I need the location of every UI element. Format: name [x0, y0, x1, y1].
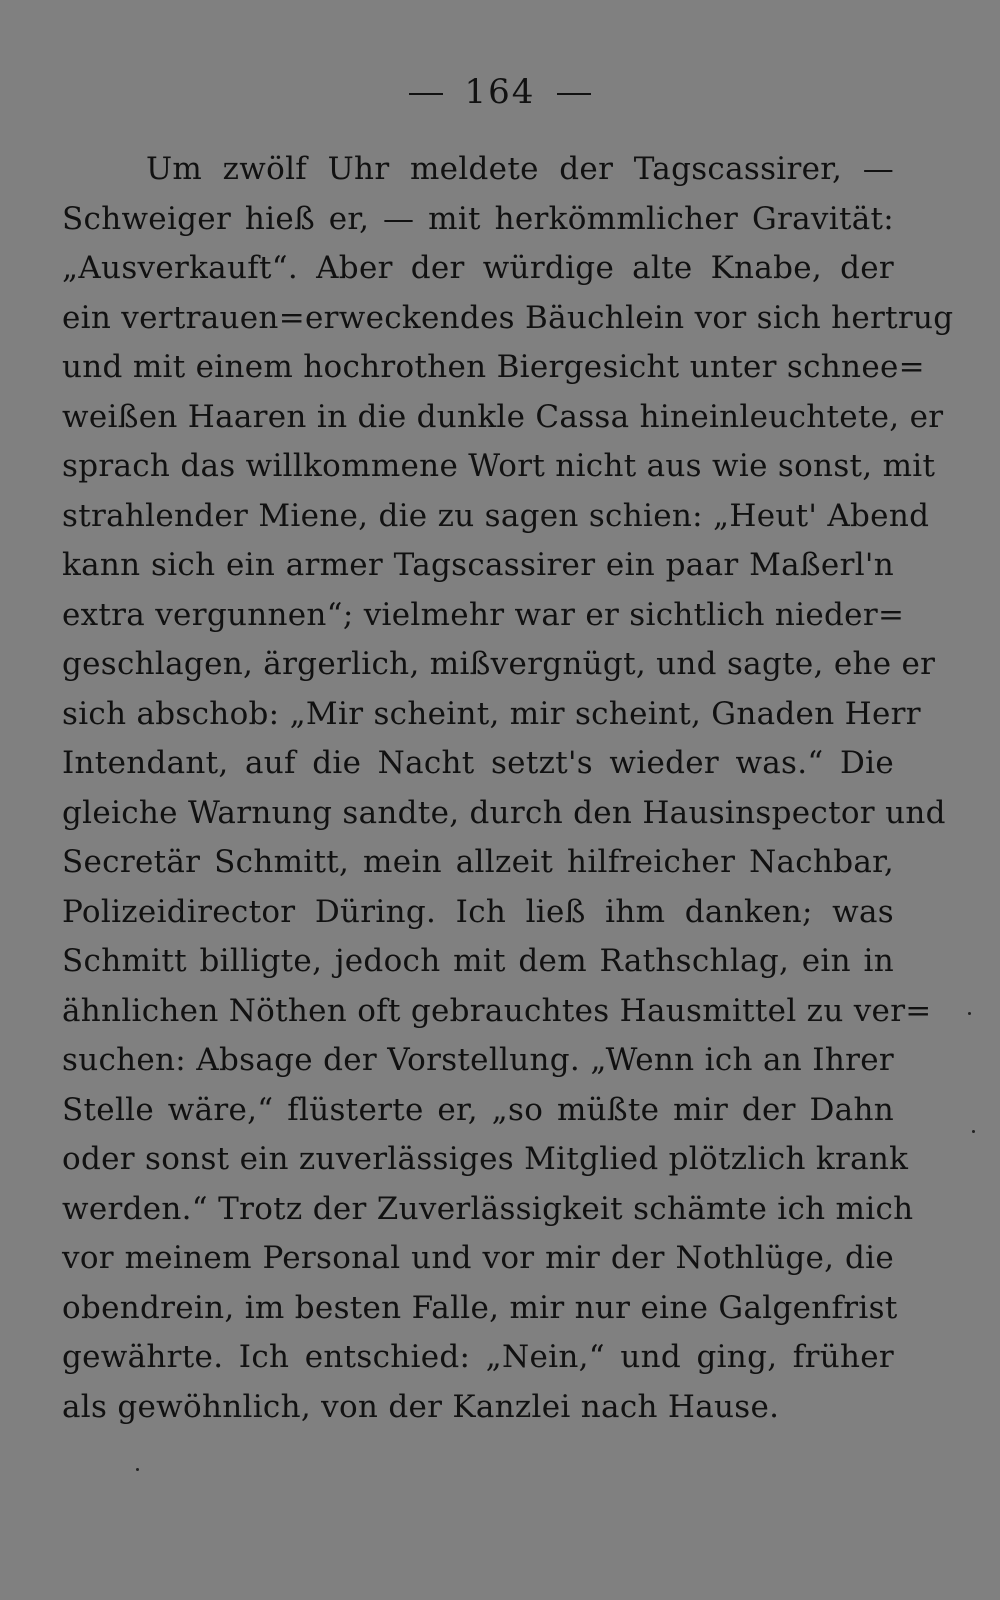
text-line: Schmitt billigte, jedoch mit dem Rathschlag, ein in — [62, 943, 894, 979]
text-line: Intendant, auf die Nacht setzt's wieder was.“ Die — [62, 745, 894, 781]
text-line: Um zwölf Uhr meldete der Tagscassirer, — — [146, 151, 894, 187]
text-line: geschlagen, ärgerlich, mißvergnügt, und sagte, ehe er — [62, 646, 936, 682]
text-line: Polizeidirector Düring. Ich ließ ihm danken; was — [62, 893, 894, 930]
scan-speck — [136, 1468, 139, 1471]
text-line: und mit einem hochrothen Biergesicht unter schnee= — [62, 349, 925, 385]
text-line: Secretär Schmitt, mein allzeit hilfreicher Nachbar, — [62, 844, 894, 880]
text-line: sich abschob: „Mir scheint, mir scheint, Gnaden Herr — [62, 695, 921, 732]
header-dash-left — [409, 93, 443, 95]
page-header — [0, 72, 1000, 112]
page-number: 164 — [464, 72, 536, 112]
text-line: als gewöhnlich, von der Kanzlei nach Hause. — [62, 1388, 780, 1425]
text-line: ein vertrauen=erweckendes Bäuchlein vor sich hertrug — [62, 299, 954, 336]
text-line: ähnlichen Nöthen oft gebrauchtes Hausmittel zu ver= — [62, 992, 932, 1029]
text-line: weißen Haaren in die dunkle Cassa hineinleuchtete, er — [62, 398, 944, 435]
text-line: extra vergunnen“; vielmehr war er sichtlich nieder= — [62, 596, 905, 633]
text-line: suchen: Absage der Vorstellung. „Wenn ich an Ihrer — [62, 1042, 894, 1078]
text-line: obendrein, im besten Falle, mir nur eine Galgenfrist — [62, 1289, 898, 1326]
text-line: Schweiger hieß er, — mit herkömmlicher Gravität: — [62, 200, 894, 237]
header-dash-right — [557, 93, 591, 95]
text-line: gewährte. Ich entschied: „Nein,“ und ging, früher — [62, 1339, 894, 1375]
scan-speck — [968, 1012, 971, 1015]
text-line: Stelle wäre,“ flüsterte er, „so müßte mir der Dahn — [62, 1091, 894, 1128]
text-line: „Ausverkauft“. Aber der würdige alte Knabe, der — [62, 250, 894, 286]
text-line: vor meinem Personal und vor mir der Nothlüge, die — [62, 1240, 894, 1276]
scan-speck — [972, 1130, 975, 1133]
text-line: strahlender Miene, die zu sagen schien: „Heut' Abend — [62, 497, 930, 534]
text-line: sprach das willkommene Wort nicht aus wie sonst, mit — [62, 448, 936, 484]
body-text — [62, 145, 954, 1432]
text-line: werden.“ Trotz der Zuverlässigkeit schämte ich mich — [62, 1190, 914, 1227]
text-line: gleiche Warnung sandte, durch den Hausinspector und — [62, 794, 946, 831]
text-line: oder sonst ein zuverlässiges Mitglied plötzlich krank — [62, 1141, 909, 1177]
text-line: kann sich ein armer Tagscassirer ein paar Maßerl'n — [62, 547, 894, 583]
